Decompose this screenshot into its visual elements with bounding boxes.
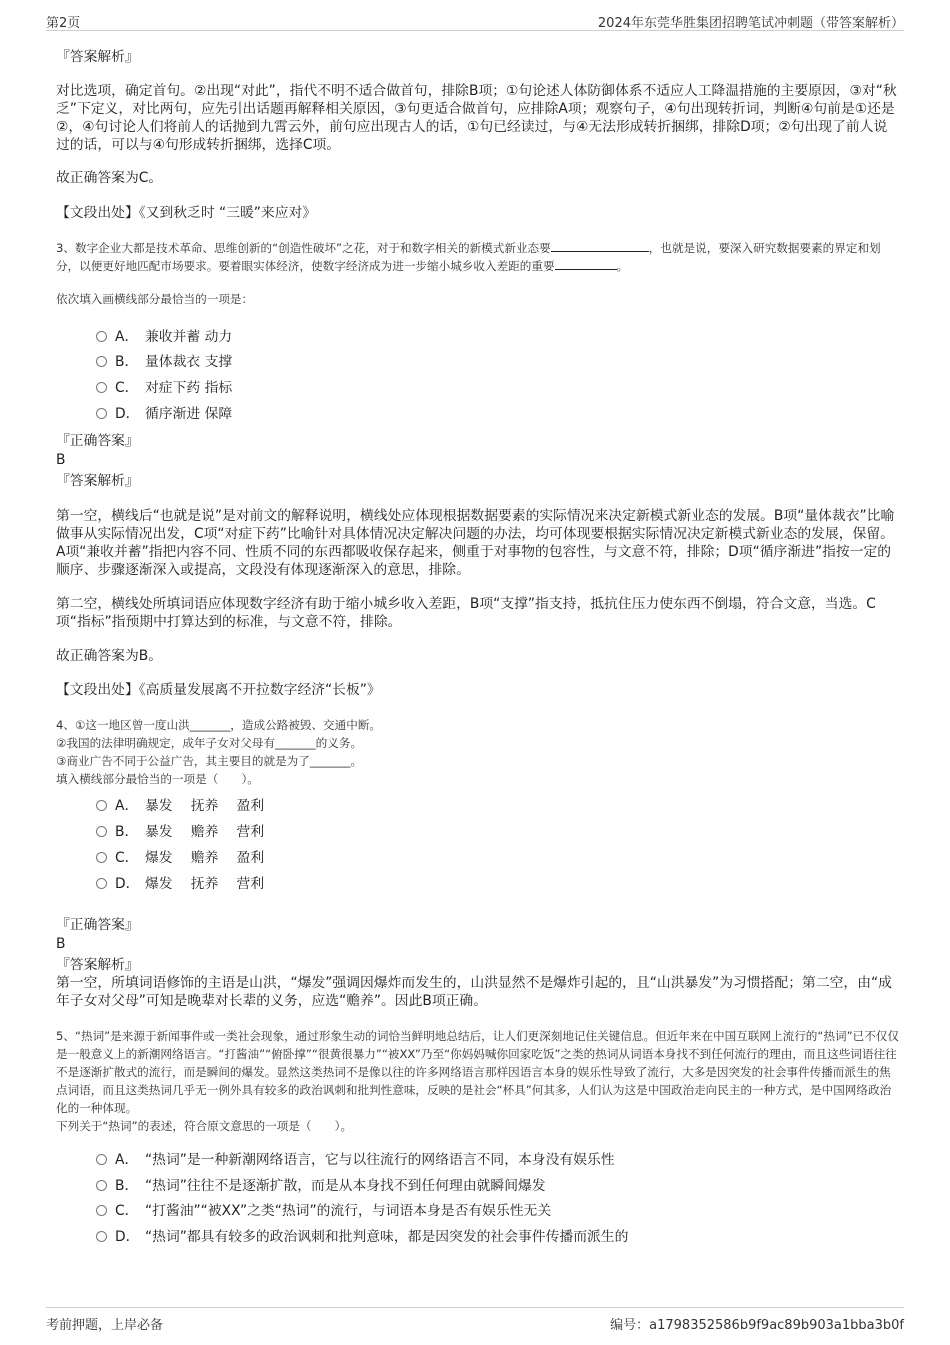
radio-icon[interactable] <box>96 331 107 342</box>
radio-icon[interactable] <box>96 1154 107 1165</box>
radio-icon[interactable] <box>96 800 107 811</box>
q5-option-b[interactable]: B． “热词”往往不是逐渐扩散，而是从本身找不到任何理由就瞬间爆发 <box>96 1177 546 1195</box>
q3-answer-label: 『正确答案』 <box>56 433 139 449</box>
radio-icon[interactable] <box>96 1231 107 1242</box>
q4-analysis-label: 『答案解析』 <box>56 957 139 973</box>
q5-option-c[interactable]: C． “打酱油”“被XX”之类“热词”的流行，与词语本身是否有娱乐性无关 <box>96 1202 551 1220</box>
q3-option-b[interactable]: B． 量体裁衣 支撑 <box>96 353 232 371</box>
q4-option-d[interactable]: D． 爆发 抚养 营利 <box>96 875 264 893</box>
q3-source: 【文段出处】《高质量发展离不开拉数字经济“长板”》 <box>56 682 381 698</box>
q4-stem: 4、①这一地区曾一度山洪_______，造成公路被毁、交通中断。 ②我国的法律明确规定，成年子女对父母有_______的义务。 ③商业广告不同于公益广告，其主要目的就是为了_______。 填入横线部分最恰当的一项是（ ）。 <box>56 718 382 786</box>
q3-stem: 3、数字企业大都是技术革命、思维创新的“创造性破坏”之花，对于和数字相关的新模式新业态要 ，也就是说，要深入研究数据要素的界定和划分，以便更好地匹配市场要求。要着眼实体经济，使数字经济成为进一步缩小城乡收入差距的重要 。 <box>56 241 881 273</box>
radio-icon[interactable] <box>96 408 107 419</box>
q5-option-d[interactable]: D． “热词”都具有较多的政治讽刺和批判意味，都是因突发的社会事件传播而派生的 <box>96 1228 628 1246</box>
q5-option-a[interactable]: A． “热词”是一种新潮网络语言，它与以往流行的网络语言不同，本身没有娱乐性 <box>96 1151 615 1169</box>
q3-answer: B <box>56 452 66 468</box>
radio-icon[interactable] <box>96 878 107 889</box>
blank-line <box>555 259 617 270</box>
q3-analysis-label: 『答案解析』 <box>56 473 139 489</box>
q3-option-a[interactable]: A． 兼收并蓄 动力 <box>96 328 232 346</box>
q4-answer: B <box>56 936 66 952</box>
q4-option-a[interactable]: A． 暴发 抚养 盈利 <box>96 797 264 815</box>
page-number: 第2页 <box>46 16 81 31</box>
q3-option-d[interactable]: D． 循序渐进 保障 <box>96 405 232 423</box>
q4-answer-label: 『正确答案』 <box>56 917 139 933</box>
blank-line <box>551 241 649 252</box>
document-id: 编号：a1798352586b9f9ac89b903a1bba3b0f <box>610 1318 904 1333</box>
radio-icon[interactable] <box>96 1180 107 1191</box>
q3-option-c[interactable]: C． 对症下药 指标 <box>96 379 232 397</box>
q3-analysis-1: 第一空，横线后“也就是说”是对前文的解释说明，横线处应体现根据数据要素的实际情况来决定新模式新业态的发展。B项“量体裁衣”比喻做事从实际情况出发，C项“对症下药”比喻针对具体情况决定解决问题的办法，均可体现要根据实际情况决定新模式新业态的发展，保留。A项“兼收并蓄”指把内容不同、性质不同的东西都吸收保存起来，侧重于对事物的包容性，与文意不符，排除；D项“循序渐进”指按一定的顺序、步骤逐渐深入或提高，文段没有体现逐渐深入的意思，排除。 <box>56 508 895 578</box>
q3-conclusion: 故正确答案为B。 <box>56 648 163 664</box>
radio-icon[interactable] <box>96 852 107 863</box>
page-header <box>46 8 904 31</box>
q3-prompt: 依次填入画横线部分最恰当的一项是： <box>56 292 254 306</box>
q2-analysis-label: 『答案解析』 <box>56 49 139 65</box>
q2-source: 【文段出处】《又到秋乏时 “三暖”来应对》 <box>56 205 317 221</box>
radio-icon[interactable] <box>96 382 107 393</box>
q2-analysis: 对比选项，确定首句。②出现“对此”，指代不明不适合做首句，排除B项；①句论述人体防御体系不适应人工降温措施的主要原因，③对“秋乏”下定义，对比两句，应先引出话题再解释相关原因，③句更适合做首句，应排除A项；观察句子，④句出现转折词，判断④句前是①还是②，④句讨论人们将前人的话抛到九霄云外，前句应出现古人的话，①句已经读过，与④无法形成转折捆绑，排除D项；②句出现了前人说过的话，可以与④句形成转折捆绑，选择C项。 <box>56 83 897 153</box>
radio-icon[interactable] <box>96 1205 107 1216</box>
q4-option-b[interactable]: B． 暴发 赡养 营利 <box>96 823 264 841</box>
q5-stem: 5、“热词”是来源于新闻事件或一类社会现象，通过形象生动的词恰当鲜明地总结后，让人们更深刻地记住关键信息。但近年来在中国互联网上流行的“热词”已不仅仅是一般意义上的新潮网络语言。“打酱油”“俯卧撑”“很黄很暴力”“被XX”乃至“你妈妈喊你回家吃饭”之类的热词从词语本身找不到任何流行的理由，而且这些词语往往不是逐渐扩散式的流行，而是瞬间的爆发。显然这类热词不是像以往的许多网络语言那样因语言本身的娱乐性导致了流行，大多是因突发的社会事件传播而派生的焦点词语，而且这类热词几乎无一例外具有较多的政治讽刺和批判性意味，反映的是社会“杯具”何其多，人们认为这是中国政治走向民主的一种方式，是中国网络政治化的一种体现。 下列关于“热词”的表述，符合原文意思的一项是（ ）。 <box>56 1029 899 1133</box>
q4-option-c[interactable]: C． 爆发 赡养 盈利 <box>96 849 264 867</box>
footer-slogan: 考前押题，上岸必备 <box>46 1318 164 1333</box>
document-title: 2024年东莞华胜集团招聘笔试冲刺题（带答案解析） <box>597 16 904 31</box>
radio-icon[interactable] <box>96 826 107 837</box>
page-footer <box>46 1307 904 1332</box>
q3-analysis-2: 第二空，横线处所填词语应体现数字经济有助于缩小城乡收入差距，B项“支撑”指支持，抵抗住压力使东西不倒塌，符合文意，当选。C项“指标”指预期中打算达到的标准，与文意不符，排除。 <box>56 596 876 630</box>
q2-conclusion: 故正确答案为C。 <box>56 170 163 186</box>
radio-icon[interactable] <box>96 356 107 367</box>
q4-analysis: 第一空，所填词语修饰的主语是山洪，“爆发”强调因爆炸而发生的，山洪显然不是爆炸引起的，且“山洪暴发”为习惯搭配；第二空，由“成年子女对父母”可知是晚辈对长辈的义务，应选“赡养”。因此B项正确。 <box>56 975 892 1009</box>
